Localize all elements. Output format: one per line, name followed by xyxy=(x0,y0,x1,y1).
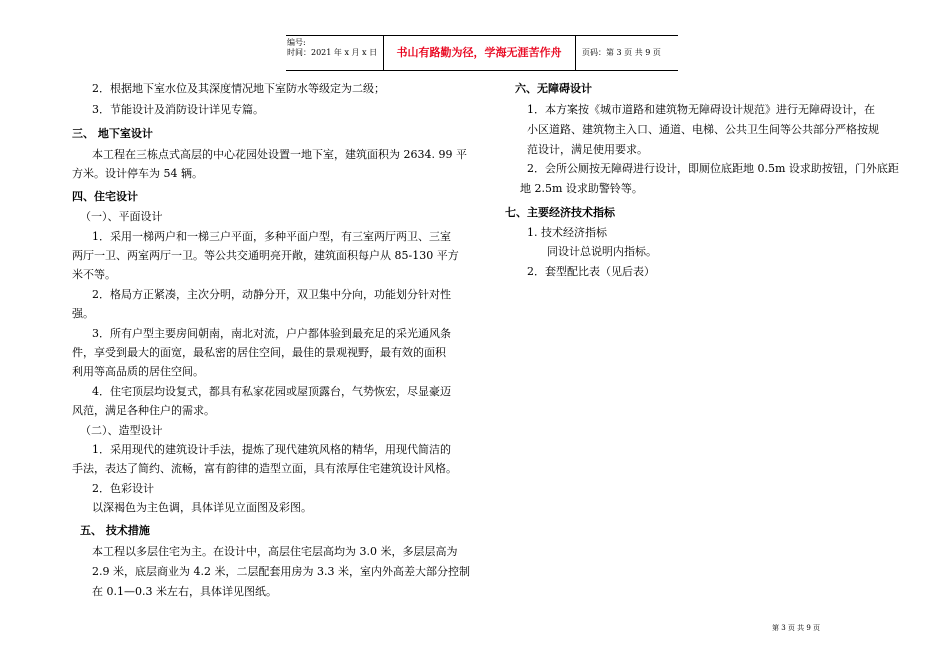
body-text-line: 2.9 米，底层商业为 4.2 米，二层配套用房为 3.3 米，室内外高差大部分控制 xyxy=(92,565,470,578)
body-text-line: 范设计，满足使用要求。 xyxy=(527,143,648,156)
header-slogan: 书山有路勤为径，学海无涯苦作舟 xyxy=(383,36,576,70)
body-text-line: 本工程以多层住宅为主。在设计中，高层住宅层高均为 3.0 米，多层层高为 xyxy=(92,545,458,558)
body-text-line: 两厅一卫、两室两厅一卫。等公共交通明亮开敞，建筑面积每户从 85-130 平方 xyxy=(72,249,459,262)
section-heading: 五、 技术措施 xyxy=(80,524,150,537)
body-text-line: 2．套型配比表（见后表） xyxy=(527,265,655,278)
body-text-line: （二）、造型设计 xyxy=(80,424,163,437)
body-text-line: 方米。设计停车为 54 辆。 xyxy=(72,167,203,180)
body-text-line: （一）、平面设计 xyxy=(80,210,163,223)
body-text-line: 风范，满足各种住户的需求。 xyxy=(72,404,215,417)
body-text-line: 3．节能设计及消防设计详见专篇。 xyxy=(92,103,264,116)
body-text-line: 在 0.1—0.3 米左右，具体详见图纸。 xyxy=(92,585,277,598)
body-text-line: 手法，表达了简约、流畅，富有韵律的造型立面，具有浓厚住宅建筑设计风格。 xyxy=(72,462,457,475)
section-heading: 七、主要经济技术指标 xyxy=(505,206,615,219)
page-footer: 第 3 页 共 9 页 xyxy=(772,624,821,632)
section-heading: 三、 地下室设计 xyxy=(72,127,153,140)
body-text-line: 以深褐色为主色调，具体详见立面图及彩图。 xyxy=(92,501,312,514)
body-text-line: 1. 技术经济指标 xyxy=(527,226,607,239)
body-text-line: 小区道路、建筑物主入口、通道、电梯、公共卫生间等公共部分严格按规 xyxy=(527,123,879,136)
body-text-line: 件，享受到最大的面宽，最私密的居住空间，最佳的景观视野，最有效的面积 xyxy=(72,346,446,359)
body-text-line: 1．采用现代的建筑设计手法，提炼了现代建筑风格的精华，用现代简洁的 xyxy=(92,443,451,456)
header-meta xyxy=(286,36,384,70)
body-text-line: 2．会所公厕按无障碍进行设计，即厕位底距地 0.5m 设求助按钮，门外底距 xyxy=(527,162,899,175)
body-text-line: 利用等高品质的居住空间。 xyxy=(72,365,204,378)
header-page-info: 页码：第 3 页 共 9 页 xyxy=(582,48,661,57)
body-text-line: 地 2.5m 设求助警铃等。 xyxy=(520,182,643,195)
body-text-line: 米不等。 xyxy=(72,268,116,281)
body-text-line: 1．本方案按《城市道路和建筑物无障碍设计规范》进行无障碍设计，在 xyxy=(527,103,875,116)
section-heading: 六、无障碍设计 xyxy=(515,82,592,95)
body-text-line: 1．采用一梯两户和一梯三户平面，多种平面户型，有三室两厅两卫、三室 xyxy=(92,230,451,243)
body-text-line: 3．所有户型主要房间朝南，南北对流，户户都体验到最充足的采光通风条 xyxy=(92,327,451,340)
body-text-line: 2．格局方正紧凑，主次分明，动静分开，双卫集中分向，功能划分针对性 xyxy=(92,288,451,301)
body-text-line: 本工程在三栋点式高层的中心花园处设置一地下室，建筑面积为 2634. 99 平 xyxy=(92,148,467,161)
body-text-line: 2．根据地下室水位及其深度情况地下室防水等级定为二级； xyxy=(92,82,385,95)
page-header xyxy=(286,35,678,71)
body-text-line: 2．色彩设计 xyxy=(92,482,154,495)
time-label: 时间：2021 年 x 月 x 日 xyxy=(287,48,378,57)
body-text-line: 强。 xyxy=(72,307,94,320)
body-text-line: 同设计总说明内指标。 xyxy=(547,245,657,258)
number-label: 编号: xyxy=(287,38,306,47)
section-heading: 四、住宅设计 xyxy=(72,190,138,203)
body-text-line: 4．住宅顶层均设复式，都具有私家花园或屋顶露台，气势恢宏，尽显豪迈 xyxy=(92,385,451,398)
